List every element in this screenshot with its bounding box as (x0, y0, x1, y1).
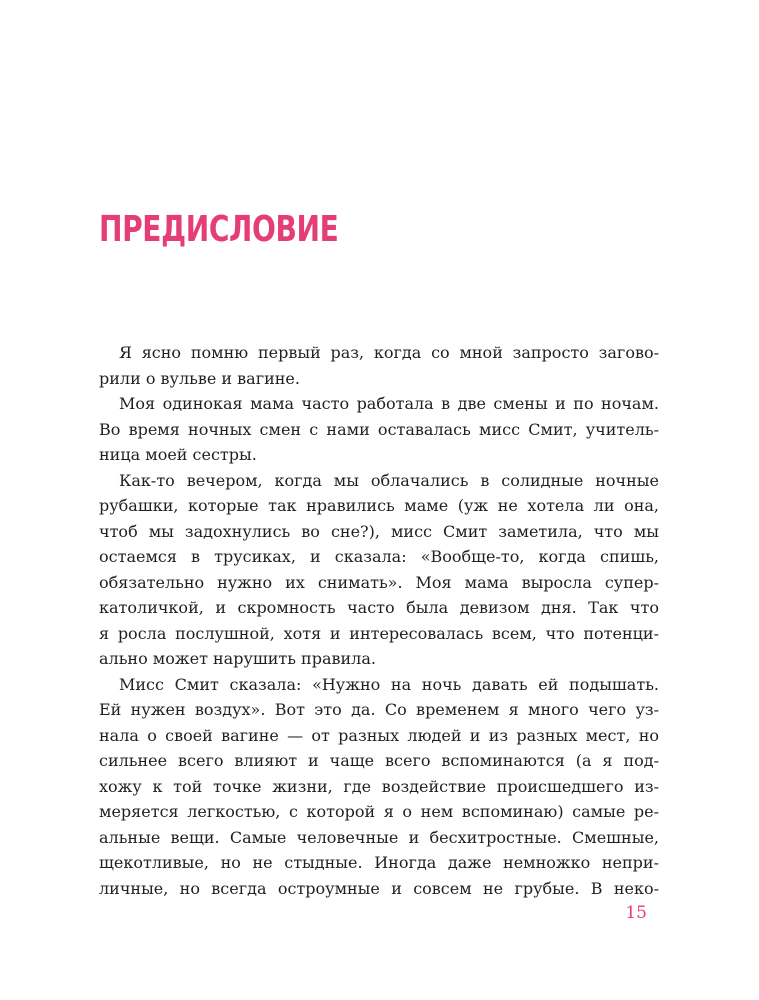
text-line: Я ясно помню первый раз, когда со мной запросто загово- (119, 343, 659, 362)
text-line: рубашки, которые так нравились маме (уж не хотела ли она, (99, 496, 659, 515)
text-line: щекотливые, но не стыдные. Иногда даже немножко непри- (99, 853, 659, 872)
text-line: нала о своей вагине — от разных людей и из разных мест, но (99, 725, 659, 745)
text-line: я росла послушной, хотя и интересовалась всем, что потенци- (99, 623, 659, 643)
text-line: ница моей сестры. (99, 445, 257, 464)
body-text (99, 340, 659, 901)
page-number: 15 (625, 903, 647, 923)
text-line: сильнее всего влияют и чаще всего вспоминаются (а я под- (99, 751, 659, 770)
text-line: ально может нарушить правила. (99, 649, 376, 668)
text-line: Как-то вечером, когда мы облачались в солидные ночные (119, 470, 659, 490)
text-line: личные, но всегда остроумные и совсем не грубые. В неко- (99, 878, 659, 898)
text-line: чтоб мы задохнулись во сне?), мисс Смит заметила, что мы (99, 521, 659, 541)
text-line: меряется легкостью, с которой я о нем вспоминаю) самые ре- (99, 802, 659, 821)
text-line: католичкой, и скромность часто была девизом дня. Так что (99, 598, 659, 617)
text-line: альные вещи. Самые человечные и бесхитростные. Смешные, (99, 827, 659, 847)
text-line: обязательно нужно их снимать». Моя мама выросла супер- (99, 572, 659, 592)
text-line: остаемся в трусиках, и сказала: «Вообще-то, когда спишь, (99, 547, 659, 566)
text-line: хожу к той точке жизни, где воздействие происшедшего из- (99, 776, 659, 796)
text-line: Ей нужен воздух». Вот это да. Со временем я много чего уз- (99, 700, 659, 719)
text-line: Во время ночных смен с нами оставалась мисс Смит, учитель- (99, 419, 659, 439)
text-line: Мисс Смит сказала: «Нужно на ночь давать ей подышать. (119, 674, 659, 694)
chapter-title: ПРЕДИСЛОВИЕ (99, 209, 339, 250)
text-line: рили о вульве и вагине. (99, 368, 300, 388)
text-line: Моя одинокая мама часто работала в две смены и по ночам. (119, 394, 659, 413)
